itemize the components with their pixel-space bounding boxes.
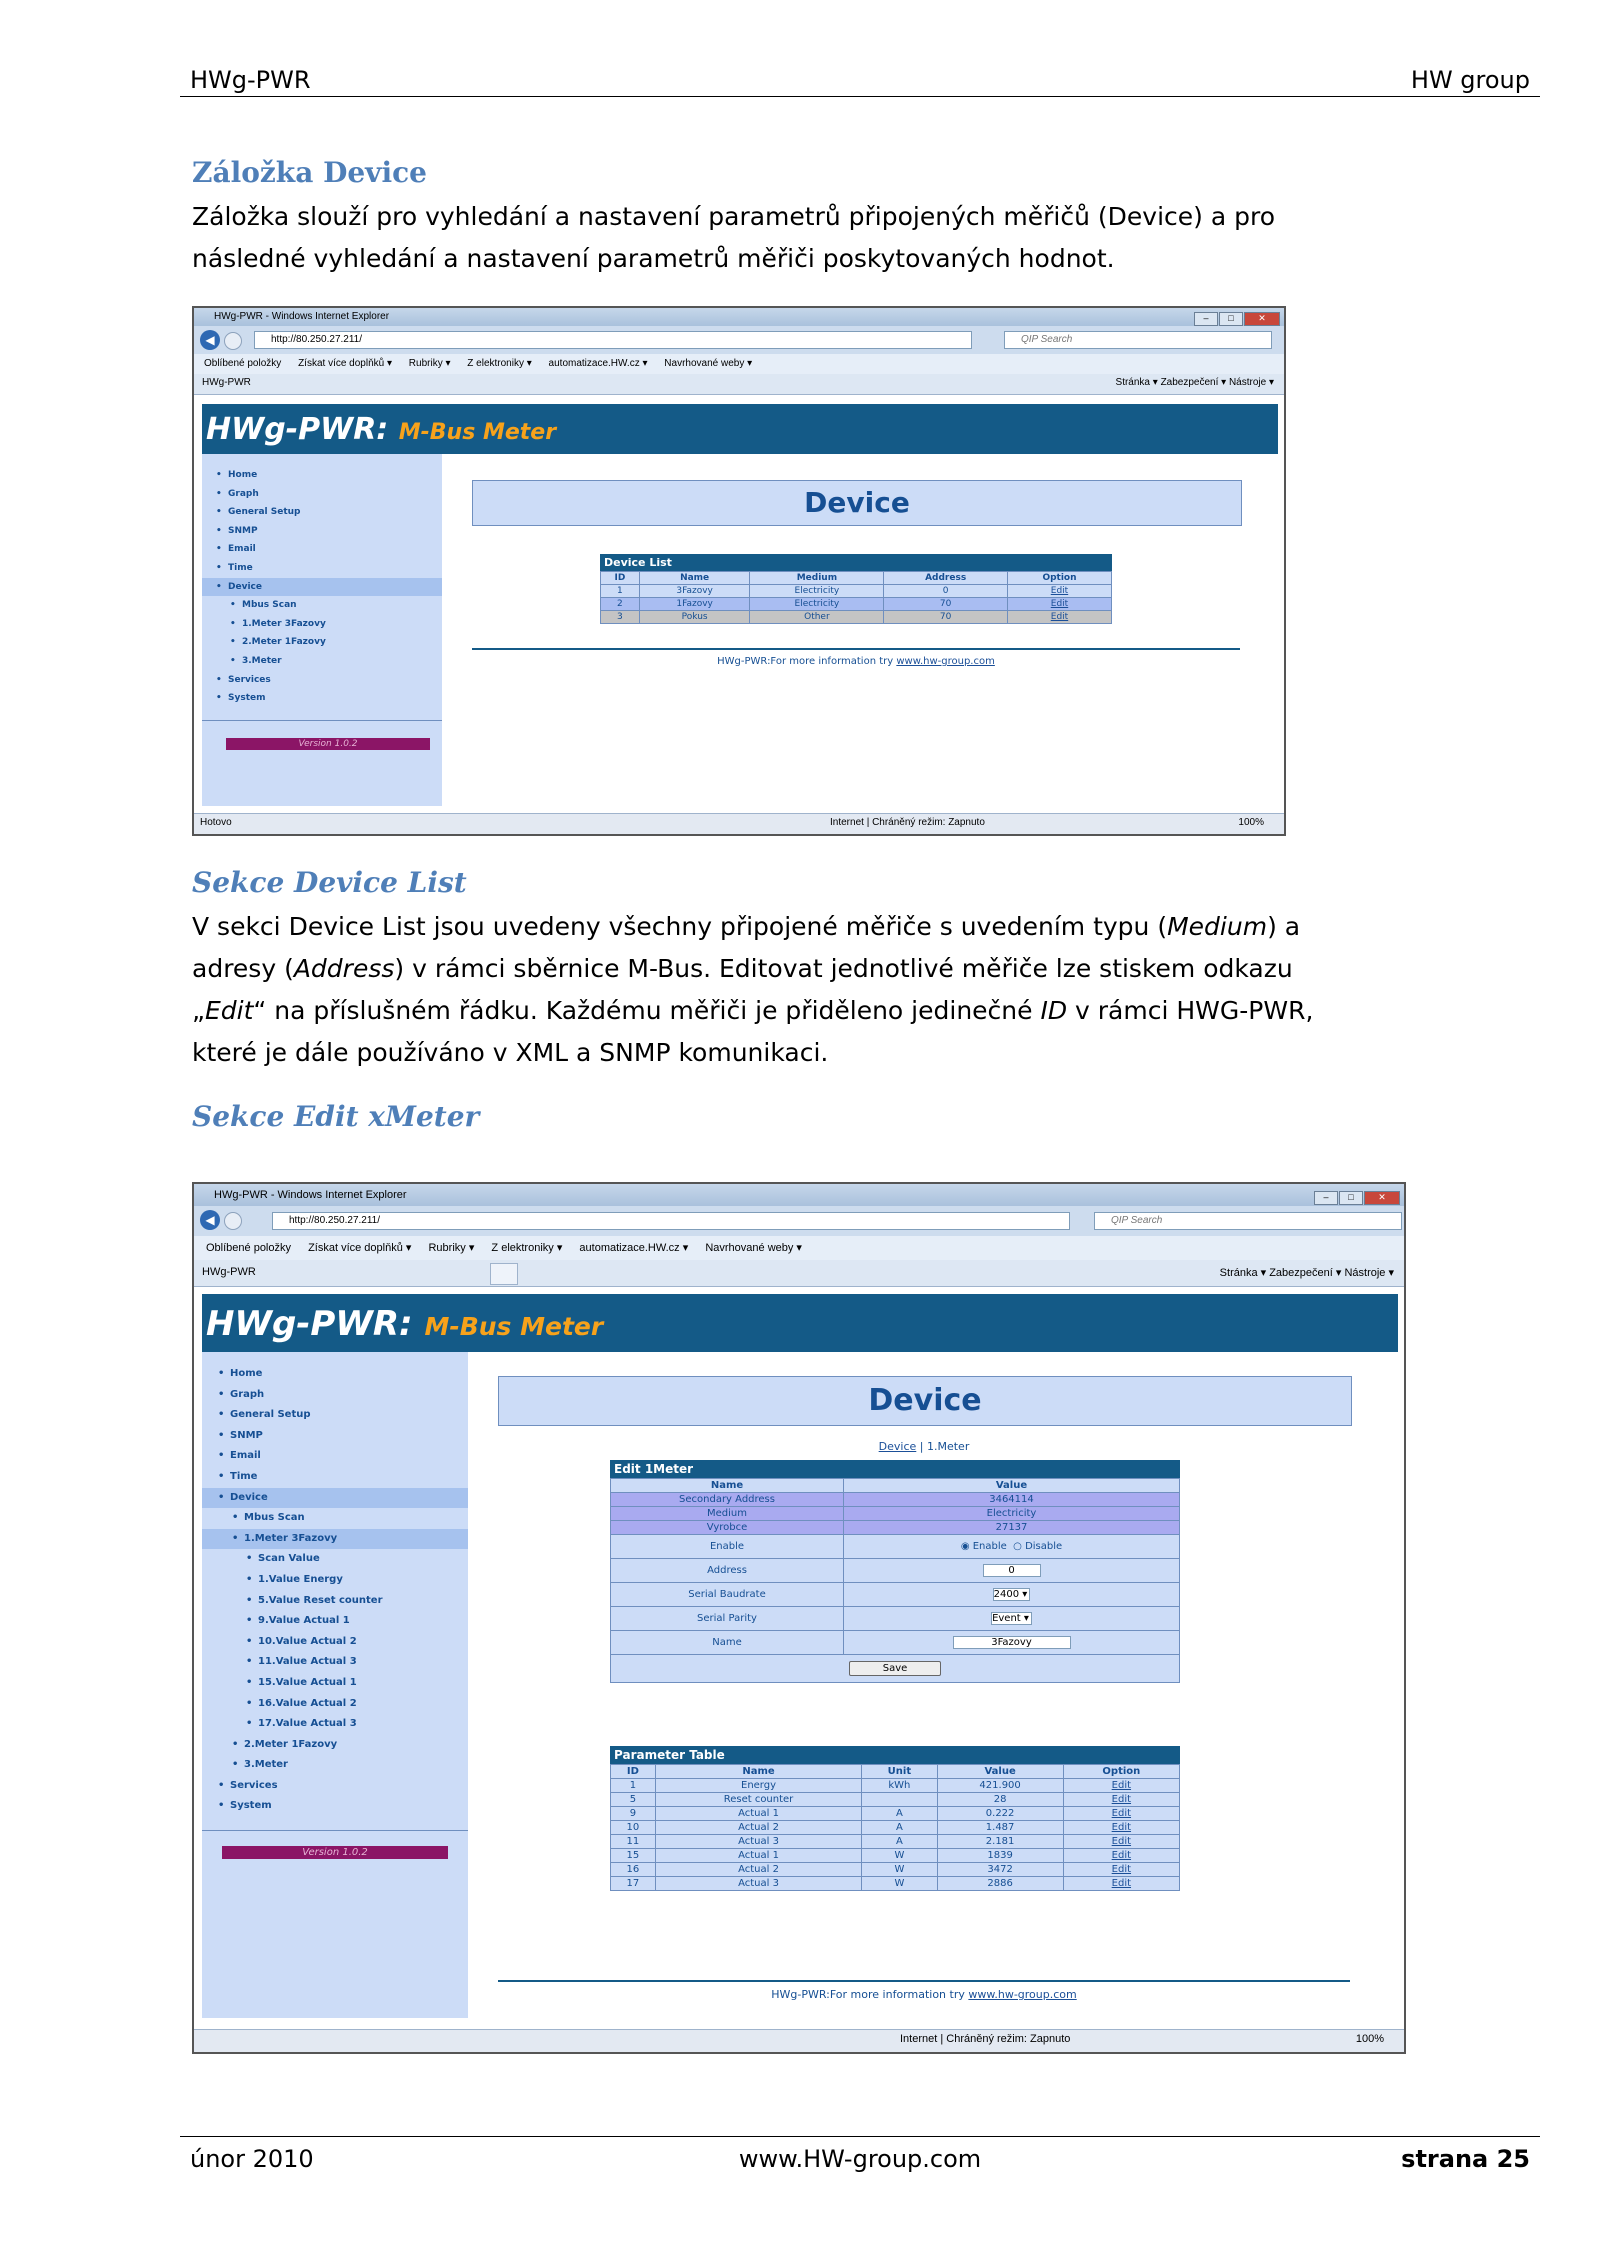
status-zone: Internet | Chráněný režim: Zapnuto (830, 817, 985, 828)
edit-link[interactable]: Edit (1111, 1864, 1132, 1875)
text-run-italic: Address (293, 954, 395, 983)
tab-hwg-pwr[interactable]: HWg-PWR (202, 1266, 256, 1278)
name-input[interactable]: 3Fazovy (953, 1636, 1071, 1649)
disable-option-label: Disable (1025, 1541, 1063, 1552)
edit-meter-caption: Edit 1Meter (610, 1460, 1180, 1478)
table-row (611, 1863, 1180, 1877)
device-list-table (600, 554, 1112, 624)
sidebar-item[interactable]: • Mbus Scan (202, 1508, 468, 1529)
search-input[interactable]: QIP Search (1004, 331, 1272, 349)
section1-line1: Záložka slouží pro vyhledání a nastavení parametrů připojených měřičů (Device) a pro (192, 202, 1276, 231)
footnote-text: HWg-PWR:For more information try (717, 656, 897, 667)
address-label: Address (611, 1559, 844, 1583)
sidebar-item[interactable]: • 2.Meter 1Fazovy (202, 633, 442, 652)
banner-subtitle: M-Bus Meter (398, 420, 557, 445)
parity-select[interactable]: Event (992, 1613, 1021, 1624)
sidebar-item[interactable]: • 10.Value Actual 2 (202, 1632, 468, 1653)
table-cell: 0 (884, 585, 1008, 598)
status-bar (194, 2029, 1404, 2052)
back-button[interactable]: ◀ (200, 330, 220, 350)
section1-line2: následné vyhledání a nastavení parametrů měřiči poskytovaných hodnot. (192, 244, 1115, 273)
enable-radio[interactable]: ◉ (960, 1541, 970, 1552)
version-badge: Version 1.0.2 (222, 1846, 448, 1859)
sidebar-item[interactable]: • Device (202, 578, 442, 597)
section2-text (192, 906, 1342, 1074)
sidebar-item[interactable]: • General Setup (202, 1405, 468, 1426)
text-run: adresy ( (192, 954, 294, 983)
sidebar-item[interactable]: • 3.Meter (202, 1755, 468, 1776)
search-input[interactable]: QIP Search (1094, 1212, 1402, 1230)
sidebar-item[interactable]: • 1.Meter 3Fazovy (202, 1529, 468, 1550)
sidebar-item[interactable]: • Home (202, 466, 442, 485)
close-button[interactable]: ✕ (1364, 1191, 1400, 1205)
table-cell: Electricity (750, 598, 884, 611)
table-cell: 70 (884, 611, 1008, 624)
favorite-item[interactable]: Oblíbené položky (206, 1242, 291, 1254)
table-cell: 17 (611, 1877, 656, 1891)
footnote-text: HWg-PWR:For more information try (771, 1988, 969, 2001)
table-cell: A (862, 1807, 937, 1821)
table-cell: Actual 2 (655, 1863, 862, 1877)
favorite-item[interactable]: Rubriky ▾ (428, 1242, 475, 1254)
footer-website: www.HW-group.com (738, 2145, 982, 2173)
banner-subtitle: M-Bus Meter (424, 1312, 604, 1341)
table-cell: 11 (611, 1835, 656, 1849)
sidebar-item[interactable]: • Graph (202, 1385, 468, 1406)
tab-bar (194, 374, 1284, 395)
parity-label: Serial Parity (611, 1607, 844, 1631)
maximize-button[interactable]: □ (1219, 312, 1243, 326)
footnote (472, 656, 1240, 667)
table-cell: Actual 1 (655, 1807, 862, 1821)
table-cell: 16 (611, 1863, 656, 1877)
breadcrumb-current: 1.Meter (926, 1440, 970, 1453)
table-cell: 28 (937, 1793, 1063, 1807)
parameter-table (610, 1746, 1180, 1891)
sidebar-item[interactable]: • SNMP (202, 522, 442, 541)
window-title: HWg-PWR - Windows Internet Explorer (214, 311, 390, 322)
disable-radio[interactable]: ○ (1013, 1541, 1022, 1552)
table-row (611, 1793, 1180, 1807)
sidebar-item[interactable]: • Scan Value (202, 1549, 468, 1570)
column-header: ID (601, 572, 640, 585)
text-run-italic: Medium (1167, 912, 1268, 941)
favorite-item[interactable]: Rubriky ▾ (408, 358, 451, 369)
sidebar-item[interactable]: • 5.Value Reset counter (202, 1591, 468, 1612)
app-banner (202, 1294, 1398, 1352)
edit-link[interactable]: Edit (1111, 1822, 1132, 1833)
edit-link[interactable]: Edit (1050, 599, 1069, 609)
page-header (180, 62, 1540, 97)
edit-link[interactable]: Edit (1050, 586, 1069, 596)
edit-link[interactable]: Edit (1111, 1808, 1132, 1819)
main-content (442, 454, 1272, 806)
table-cell: 2.181 (937, 1835, 1063, 1849)
table-cell: 10 (611, 1821, 656, 1835)
status-bar (194, 813, 1284, 834)
sidebar-item[interactable]: • 15.Value Actual 1 (202, 1673, 468, 1694)
footnote (498, 1988, 1350, 2001)
text-run: v rámci HWG-PWR, (1067, 996, 1314, 1025)
table-cell: 2886 (937, 1877, 1063, 1891)
table-cell: 0.222 (937, 1807, 1063, 1821)
edit-link[interactable]: Edit (1111, 1836, 1132, 1847)
sidebar-item[interactable]: • 17.Value Actual 3 (202, 1714, 468, 1735)
favorite-item[interactable]: Oblíbené položky (204, 358, 282, 369)
page-footer (180, 2136, 1540, 2177)
header-left: HWg-PWR (190, 66, 311, 94)
name-label: Name (611, 1631, 844, 1655)
table-cell: Actual 1 (655, 1849, 862, 1863)
sidebar-item[interactable]: • 3.Meter (202, 652, 442, 671)
favorite-item[interactable]: Z elektroniky ▾ (491, 1242, 563, 1254)
sidebar-item[interactable]: • System (202, 1796, 468, 1817)
table-cell: 15 (611, 1849, 656, 1863)
sidebar-item[interactable]: • 11.Value Actual 3 (202, 1652, 468, 1673)
table-cell: 3 (601, 611, 640, 624)
favorite-item[interactable]: Získat více doplňků ▾ (308, 1242, 412, 1254)
footnote-link[interactable]: www.hw-group.com (968, 1988, 1077, 2001)
table-cell: 3472 (937, 1863, 1063, 1877)
column-header: Option (1007, 572, 1111, 585)
new-tab-button[interactable] (490, 1263, 518, 1285)
favorite-item[interactable]: automatizace.HW.cz ▾ (579, 1242, 689, 1254)
column-header: Name (611, 1479, 844, 1493)
minimize-button[interactable]: – (1194, 312, 1218, 326)
sidebar-item[interactable]: • Home (202, 1364, 468, 1385)
page-title: Device (472, 480, 1242, 526)
edit-link[interactable]: Edit (1111, 1850, 1132, 1861)
sidebar-item[interactable]: • 1.Value Energy (202, 1570, 468, 1591)
device-list-caption: Device List (600, 554, 1112, 571)
edit-link[interactable]: Edit (1111, 1794, 1132, 1805)
sidebar-item[interactable]: • Mbus Scan (202, 596, 442, 615)
column-header: Value (844, 1479, 1180, 1493)
zoom-level[interactable]: 100% (1355, 2033, 1384, 2045)
baudrate-label: Serial Baudrate (611, 1583, 844, 1607)
table-row (611, 1807, 1180, 1821)
field-label: Secondary Address (611, 1493, 844, 1507)
chevron-down-icon[interactable]: ▾ (1023, 1613, 1029, 1624)
close-button[interactable]: ✕ (1244, 312, 1280, 326)
table-row (601, 611, 1112, 624)
back-button[interactable]: ◀ (200, 1210, 220, 1230)
table-cell: Energy (655, 1779, 862, 1793)
baudrate-select[interactable]: 2400 (993, 1589, 1020, 1600)
forward-button[interactable] (224, 1212, 242, 1230)
table-cell: 70 (884, 598, 1008, 611)
edit-meter-table (610, 1460, 1180, 1683)
table-cell: Other (750, 611, 884, 624)
favorites-bar (194, 1236, 1404, 1260)
table-cell: W (862, 1849, 937, 1863)
sidebar-item[interactable]: • Services (202, 671, 442, 690)
table-cell: 1839 (937, 1849, 1063, 1863)
table-cell: Actual 2 (655, 1821, 862, 1835)
favorite-item[interactable]: Získat více doplňků ▾ (298, 358, 393, 369)
table-cell: 1 (601, 585, 640, 598)
url-input[interactable]: http://80.250.27.211/ (272, 1212, 1070, 1230)
address-bar (194, 1206, 1404, 1236)
favorite-item[interactable]: Navrhované weby ▾ (705, 1242, 802, 1254)
app-banner (202, 404, 1278, 454)
breadcrumb (498, 1440, 1350, 1453)
maximize-button[interactable]: □ (1339, 1191, 1363, 1205)
enable-option-label: Enable (972, 1541, 1007, 1552)
table-cell: kWh (862, 1779, 937, 1793)
window-titlebar (194, 1184, 1404, 1206)
sidebar-item[interactable]: • General Setup (202, 503, 442, 522)
table-row (601, 598, 1112, 611)
text-run: “ na příslušném řádku. Každému měřiči je přiděleno jedinečné (253, 996, 1041, 1025)
field-value: Electricity (844, 1507, 1180, 1521)
field-value: 3464114 (844, 1493, 1180, 1507)
table-row (611, 1821, 1180, 1835)
section1-text (192, 196, 1342, 280)
tab-bar (194, 1260, 1404, 1287)
table-cell: 421.900 (937, 1779, 1063, 1793)
column-header: Unit (862, 1765, 937, 1779)
text-run: ) v rámci sběrnice M-Bus. Editovat jednotlivé měřiče lze stiskem odkazu (394, 954, 1293, 983)
text-run: které je dále používáno v XML a SNMP komunikaci. (192, 1038, 829, 1067)
text-run: V sekci Device List jsou uvedeny všechny připojené měřiče s uvedením typu ( (192, 912, 1168, 941)
table-row (601, 585, 1112, 598)
table-cell: Actual 3 (655, 1835, 862, 1849)
column-header: Option (1063, 1765, 1179, 1779)
sidebar-item[interactable]: • System (202, 689, 442, 708)
command-bar-tools[interactable]: Stránka ▾ Zabezpečení ▾ Nástroje ▾ (1115, 377, 1274, 388)
table-cell: 1.487 (937, 1821, 1063, 1835)
text-run: „ (192, 996, 205, 1025)
table-row (611, 1835, 1180, 1849)
sidebar-item[interactable]: • SNMP (202, 1426, 468, 1447)
sidebar-item[interactable]: • 16.Value Actual 2 (202, 1694, 468, 1715)
window-title: HWg-PWR - Windows Internet Explorer (214, 1189, 407, 1201)
table-row (611, 1877, 1180, 1891)
favorites-bar (194, 354, 1284, 374)
text-run: ) a (1267, 912, 1301, 941)
breadcrumb-separator: | (916, 1440, 927, 1453)
browser-window-device-list (192, 306, 1286, 836)
sidebar-item[interactable]: • Time (202, 1467, 468, 1488)
table-cell: A (862, 1821, 937, 1835)
sidebar-item[interactable]: • 1.Meter 3Fazovy (202, 615, 442, 634)
column-header: Address (884, 572, 1008, 585)
chevron-down-icon[interactable]: ▾ (1022, 1589, 1028, 1600)
column-header: Name (639, 572, 750, 585)
url-input[interactable]: http://80.250.27.211/ (254, 331, 972, 349)
banner-title: HWg-PWR: (206, 1304, 413, 1344)
main-content (468, 1352, 1396, 2018)
column-header: ID (611, 1765, 656, 1779)
header-right: HW group (1410, 66, 1530, 94)
table-cell: 5 (611, 1793, 656, 1807)
sidebar-item[interactable]: • Graph (202, 485, 442, 504)
command-bar-tools[interactable]: Stránka ▾ Zabezpečení ▾ Nástroje ▾ (1219, 1267, 1394, 1279)
sidebar-item[interactable]: • Services (202, 1776, 468, 1797)
text-run-italic: ID (1040, 996, 1068, 1025)
sidebar-item[interactable]: • 2.Meter 1Fazovy (202, 1735, 468, 1756)
table-row (611, 1779, 1180, 1793)
tab-hwg-pwr[interactable]: HWg-PWR (202, 377, 251, 388)
table-cell: Pokus (639, 611, 750, 624)
forward-button[interactable] (224, 332, 242, 350)
sidebar-menu (202, 454, 442, 806)
favorite-item[interactable]: automatizace.HW.cz ▾ (548, 358, 648, 369)
save-button[interactable]: Save (849, 1661, 941, 1676)
column-header: Medium (750, 572, 884, 585)
column-header: Name (655, 1765, 862, 1779)
table-cell: Electricity (750, 585, 884, 598)
window-titlebar (194, 308, 1284, 326)
favorite-item[interactable]: Navrhované weby ▾ (664, 358, 753, 369)
table-cell: A (862, 1835, 937, 1849)
table-row (611, 1849, 1180, 1863)
field-label: Medium (611, 1507, 844, 1521)
minimize-button[interactable]: – (1314, 1191, 1338, 1205)
section-title-device-list: Sekce Device List (192, 866, 467, 899)
section-title-device: Záložka Device (192, 156, 427, 189)
field-label: Vyrobce (611, 1521, 844, 1535)
field-value: 27137 (844, 1521, 1180, 1535)
text-run-italic: Edit (204, 996, 254, 1025)
status-text: Hotovo (200, 817, 232, 828)
table-cell: 2 (601, 598, 640, 611)
edit-link[interactable]: Edit (1111, 1878, 1132, 1889)
sidebar-item[interactable]: • Email (202, 1446, 468, 1467)
version-badge: Version 1.0.2 (226, 738, 430, 750)
zoom-level[interactable]: 100% (1238, 817, 1264, 828)
address-input[interactable]: 0 (983, 1564, 1041, 1577)
table-cell: 9 (611, 1807, 656, 1821)
breadcrumb-device-link[interactable]: Device (878, 1440, 917, 1453)
table-cell: 1Fazovy (639, 598, 750, 611)
table-cell: W (862, 1877, 937, 1891)
column-header: Value (937, 1765, 1063, 1779)
sidebar-menu (202, 1352, 468, 2018)
table-cell: 1 (611, 1779, 656, 1793)
table-cell: Actual 3 (655, 1877, 862, 1891)
edit-link[interactable]: Edit (1050, 612, 1069, 622)
footnote-link[interactable]: www.hw-group.com (896, 656, 995, 667)
table-cell (862, 1793, 937, 1807)
address-bar (194, 326, 1284, 354)
sidebar-item[interactable]: • 9.Value Actual 1 (202, 1611, 468, 1632)
browser-window-edit-meter (192, 1182, 1406, 2054)
edit-link[interactable]: Edit (1111, 1780, 1132, 1791)
footer-page-number: strana 25 (1401, 2145, 1530, 2173)
parameter-table-caption: Parameter Table (610, 1746, 1180, 1764)
section-title-edit-xmeter: Sekce Edit xMeter (192, 1100, 480, 1133)
table-cell: Reset counter (655, 1793, 862, 1807)
sidebar-item[interactable]: • Email (202, 540, 442, 559)
page-title: Device (498, 1376, 1352, 1426)
status-zone: Internet | Chráněný režim: Zapnuto (900, 2033, 1071, 2045)
banner-title: HWg-PWR: (206, 412, 389, 447)
sidebar-item[interactable]: • Time (202, 559, 442, 578)
footer-date: únor 2010 (190, 2145, 314, 2173)
table-cell: 3Fazovy (639, 585, 750, 598)
table-cell: W (862, 1863, 937, 1877)
favorite-item[interactable]: Z elektroniky ▾ (467, 358, 532, 369)
enable-label: Enable (611, 1535, 844, 1559)
sidebar-item[interactable]: • Device (202, 1488, 468, 1509)
